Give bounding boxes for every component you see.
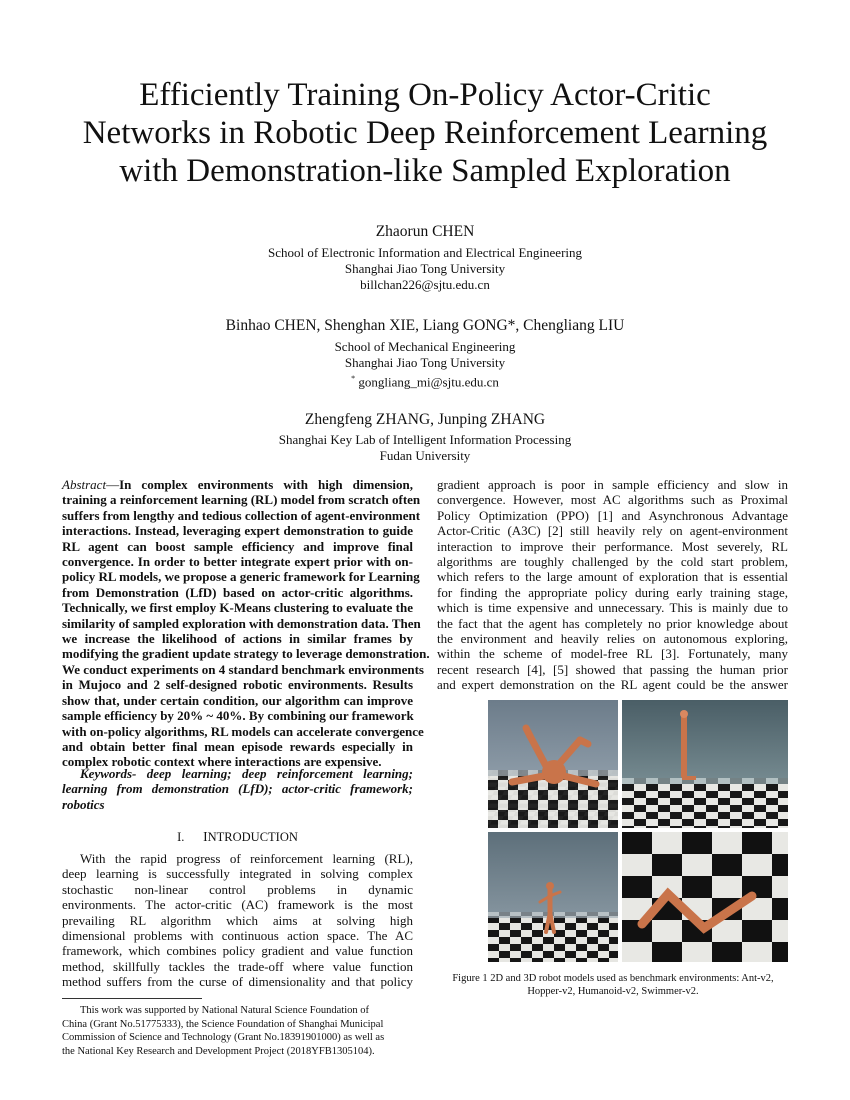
footnote-line: China (Grant No.51775333), the Science Foundation of Shanghai Municipal bbox=[62, 1018, 384, 1030]
intro-line: method suffers from the curse of dimensionality and that policy bbox=[62, 974, 413, 990]
title-line-3: with Demonstration-like Sampled Exploration bbox=[119, 153, 731, 189]
abstract-dash: — bbox=[106, 477, 120, 492]
abstract-line: modifying the gradient update strategy to leverage demonstration. bbox=[62, 646, 430, 662]
introduction-text bbox=[62, 851, 413, 990]
section-number: I. bbox=[177, 830, 185, 844]
abstract-line: RL agent can boost sample efficiency and improve final bbox=[62, 538, 413, 554]
title-line-1: Efficiently Training On-Policy Actor-Critic bbox=[139, 77, 711, 113]
ant-v2-panel bbox=[488, 700, 618, 828]
abstract-line: similarity of sampled exploration with demonstration data. Then bbox=[62, 615, 421, 631]
abstract-line: sample efficiency by 20% ~ 40%. By combining our framework bbox=[62, 708, 414, 724]
affiliation-line: School of Mechanical Engineering bbox=[334, 339, 516, 354]
body-line: algorithms are toughly challenged by the cold start problem, bbox=[437, 554, 788, 570]
humanoid-v2-panel bbox=[488, 832, 618, 962]
abstract-line: suffers from lengthy and tedious collection of agent-environment bbox=[62, 507, 421, 523]
abstract-line: We conduct experiments on 4 standard benchmark environments bbox=[62, 661, 424, 677]
keywords-line: robotics bbox=[62, 796, 105, 812]
abstract-text: In complex environments with high dimension, bbox=[119, 477, 413, 492]
body-line: within the scheme of model-free RL [3]. Fortunately, many bbox=[437, 646, 788, 662]
abstract-line: convergence. In order to better integrate expert prior with on- bbox=[62, 554, 413, 570]
intro-line: prevailing RL algorithm which aims at solving high bbox=[62, 912, 413, 928]
abstract-line: Technically, we first employ K-Means clustering to evaluate the bbox=[62, 600, 413, 616]
body-line: the environment and heavily relies on autonomous exploring, bbox=[437, 631, 788, 647]
footnote bbox=[62, 1004, 413, 1058]
figure-1 bbox=[488, 700, 788, 962]
keywords-line: learning from demonstration (LfD); actor-critic framework; bbox=[62, 781, 413, 797]
abstract-label: Abstract bbox=[62, 477, 107, 492]
affiliation-1 bbox=[0, 245, 850, 293]
keywords-line: Keywords- deep learning; deep reinforcement learning; bbox=[80, 766, 413, 781]
figure-caption bbox=[430, 972, 796, 998]
author-names-2: Binhao CHEN, Shenghan XIE, Liang GONG*, Chengliang LIU bbox=[225, 317, 625, 334]
abstract-line: interactions. Instead, leveraging expert demonstration to guide bbox=[62, 523, 413, 539]
abstract-line: we increase the likelihood of actions in similar frames by bbox=[62, 631, 413, 647]
abstract-line: and obtain better final mean episode rewards especially in bbox=[62, 738, 413, 754]
body-line: for finding the appropriate policy during early training stage, bbox=[437, 584, 788, 600]
author-names-3: Zhengfeng ZHANG, Junping ZHANG bbox=[304, 411, 546, 428]
email[interactable]: billchan226@sjtu.edu.cn bbox=[360, 277, 490, 292]
keywords bbox=[62, 766, 413, 812]
intro-line: deep learning is successfully integrated in solving complex bbox=[62, 866, 413, 882]
email-mark: * bbox=[351, 374, 356, 383]
abstract-line: policy RL models, we propose a generic framework for Learning bbox=[62, 569, 420, 585]
abstract-line: training a reinforcement learning (RL) model from scratch often bbox=[62, 492, 421, 508]
email[interactable] bbox=[0, 371, 850, 390]
abstract-line: show that, under certain condition, our algorithm can improve bbox=[62, 692, 413, 708]
abstract-line: in Mujoco and 2 self-designed robotic environments. Results bbox=[62, 677, 413, 693]
footnote-line: This work was supported by National Natural Science Foundation of bbox=[80, 1005, 369, 1016]
section-heading bbox=[62, 829, 413, 845]
affiliation-line: Shanghai Jiao Tong University bbox=[344, 261, 506, 276]
body-line: which refers to the large amount of exploration that is essential bbox=[437, 569, 788, 585]
author-names-1: Zhaorun CHEN bbox=[375, 223, 475, 240]
paper-title bbox=[40, 76, 810, 190]
affiliation-line: Shanghai Key Lab of Intelligent Information Processing bbox=[278, 432, 572, 447]
intro-line: stochastic non-linear control problems in dynamic bbox=[62, 881, 413, 897]
body-line: gradient approach is poor in sample efficiency and slow in bbox=[437, 477, 788, 492]
body-line: convergence. However, most AC algorithms such as Proximal bbox=[437, 492, 788, 508]
affiliation-line: Fudan University bbox=[379, 448, 471, 463]
footnote-line: the National Key Research and Development Project (2018YFB1305104). bbox=[62, 1045, 375, 1057]
intro-line: dimensional problems with continuous action space. The AC bbox=[62, 928, 413, 944]
body-line: interaction to improve their performance. Most severely, RL bbox=[437, 538, 788, 554]
caption-line: Figure 1 2D and 3D robot models used as benchmark environments: Ant-v2, bbox=[452, 973, 774, 984]
body-line: recent research [4], [5] showed that passing the human prior bbox=[437, 661, 788, 677]
abstract-line: with on-policy algorithms, RL models can accelerate convergence bbox=[62, 723, 424, 739]
affiliation-line: School of Electronic Information and Electrical Engineering bbox=[267, 245, 583, 260]
body-line: Policy Optimization (PPO) [1] and Asynchronous Advantage bbox=[437, 507, 788, 523]
abstract-line: complex robotic context where interactions are expensive. bbox=[62, 754, 382, 770]
abstract bbox=[62, 477, 430, 770]
title-line-2: Networks in Robotic Deep Reinforcement Learning bbox=[82, 115, 768, 151]
section-title-initial: I bbox=[203, 829, 208, 844]
abstract-line: from Demonstration (LfD) based on actor-critic algorithms. bbox=[62, 584, 413, 600]
hopper-v2-panel bbox=[622, 700, 788, 828]
body-line: which is time expensive and unnecessary. This is mainly due to bbox=[437, 600, 788, 616]
body-line: and expert demonstration on the RL agent could be the answer bbox=[437, 677, 788, 693]
footnote-rule bbox=[62, 998, 202, 999]
intro-line: With the rapid progress of reinforcement learning (RL), bbox=[80, 851, 413, 866]
right-column-text bbox=[437, 477, 788, 693]
footnote-line: Commission of Science and Technology (Grant No.18391901000) as well as bbox=[62, 1032, 385, 1043]
affiliation-2 bbox=[0, 339, 850, 390]
intro-line: environments. The actor-critic (AC) framework is the most bbox=[62, 897, 413, 913]
caption-line: Hopper-v2, Humanoid-v2, Swimmer-v2. bbox=[527, 986, 699, 997]
affiliation-3 bbox=[0, 432, 850, 464]
intro-line: method, skillfully tackles the trade-off where value function bbox=[62, 958, 413, 974]
section-title-rest: NTRODUCTION bbox=[207, 830, 298, 844]
intro-line: framework, which combines policy gradient and value function bbox=[62, 943, 413, 959]
swimmer-v2-panel bbox=[622, 832, 788, 962]
email-text: gongliang_mi@sjtu.edu.cn bbox=[358, 374, 499, 390]
body-line: Actor-Critic (A3C) [2] still heavily rely on agent-environment bbox=[437, 523, 788, 539]
body-line: the fact that the agent has completely no prior knowledge about bbox=[437, 615, 788, 631]
affiliation-line: Shanghai Jiao Tong University bbox=[344, 355, 506, 370]
abstract-line bbox=[62, 477, 413, 492]
